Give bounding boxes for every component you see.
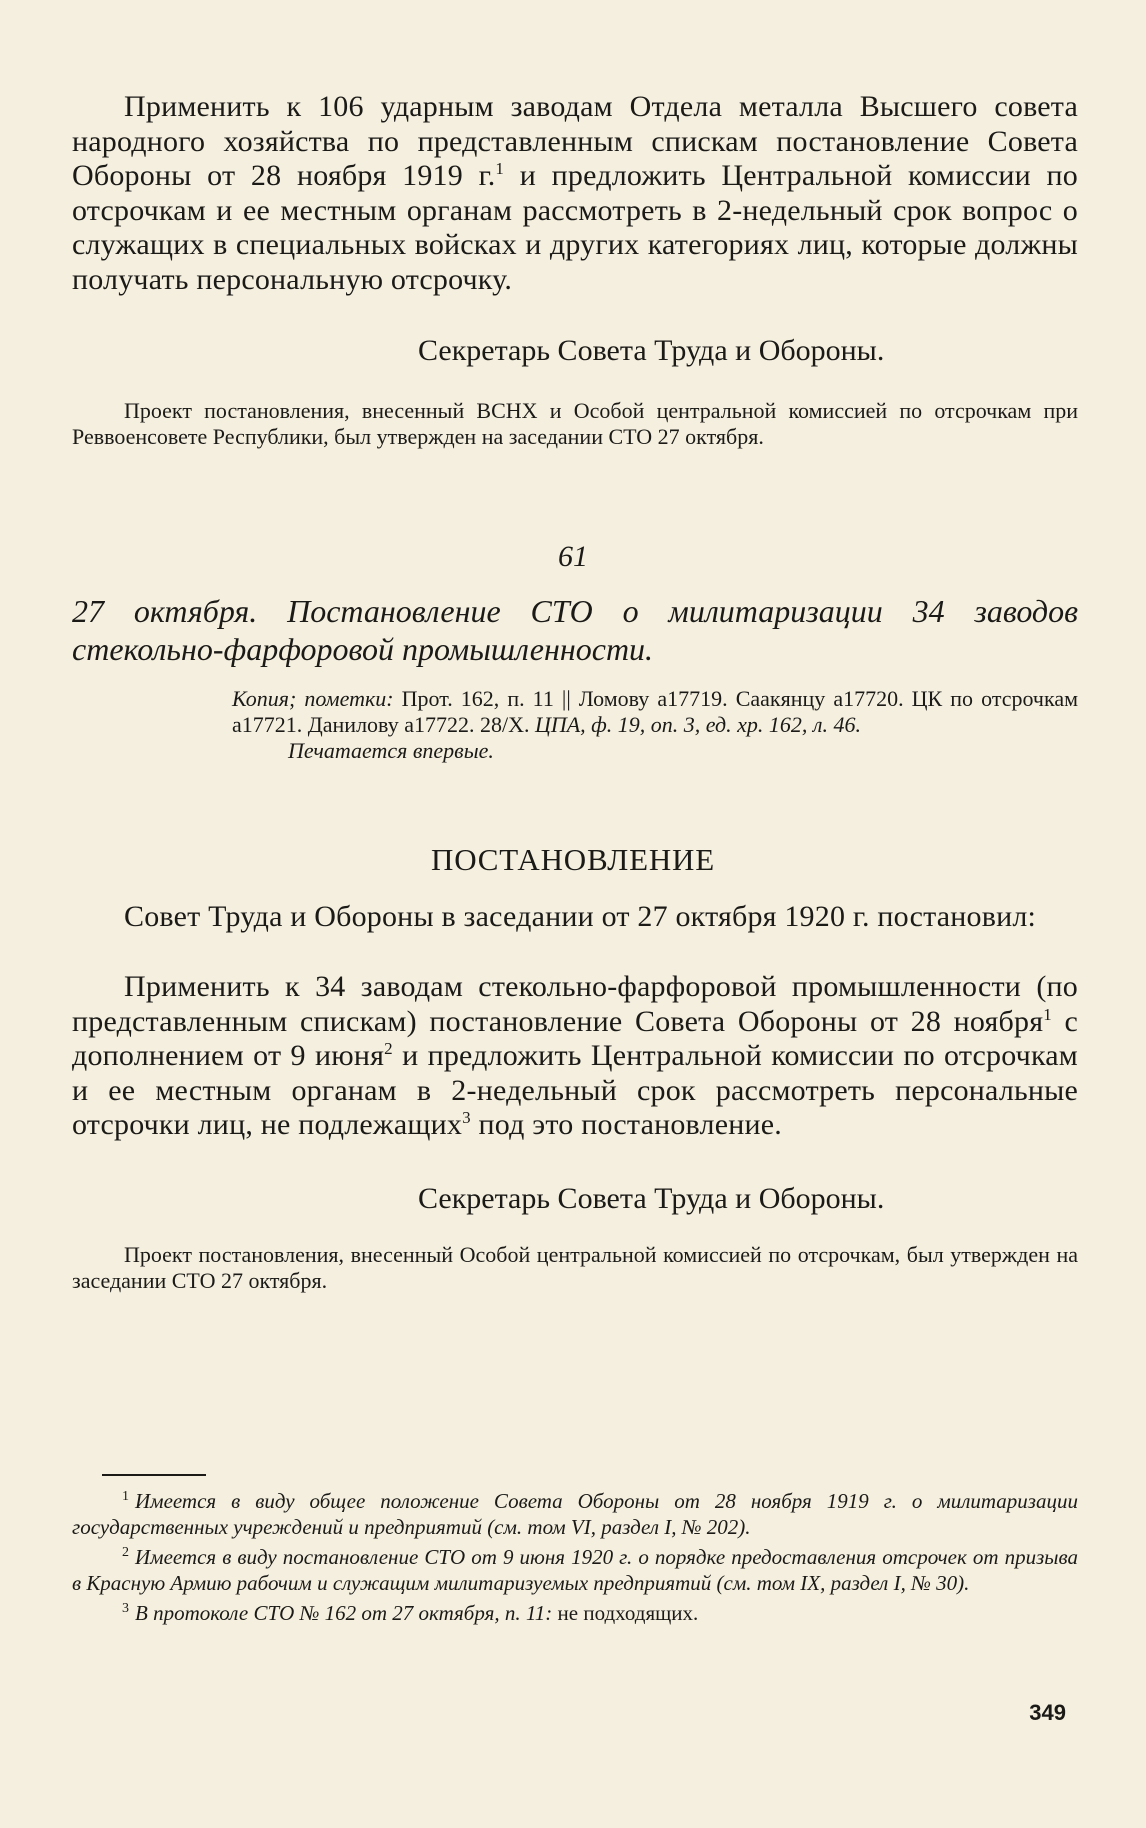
- footnote-3: $^3$ В протоколе СТО № 162 от 27 октября, п. 11: не подходящих.: [122, 1601, 699, 1625]
- resolution-intro: Совет Труда и Обороны в заседании от 27 октября 1920 г. постановил:: [124, 900, 1037, 933]
- document-meta: [232, 686, 1078, 764]
- footnote-ref-1: 1: [1043, 1004, 1052, 1024]
- prev-document-signature: Секретарь Совета Труда и Обороны.: [418, 334, 885, 367]
- archive-reference: ЦПА, ф. 19, оп. 3, ед. хр. 162, л. 46.: [534, 712, 862, 737]
- footnote-ref-3: 3: [462, 1108, 471, 1127]
- copy-text: Прот. 162, п. 11 || Ломову а17719. Саакянцу а17720. ЦК по отсрочкам а17721. Данилову а17722. 28/X.: [232, 686, 1079, 737]
- footnote-1: $^1$ Имеется в виду общее положение Совета Обороны от 28 ноября 1919 г. о милитаризации государственных учреждений и предприятий (см. том VI, раздел I, № 202).: [72, 1489, 1078, 1539]
- document-number: 61: [558, 540, 588, 573]
- resolution-heading: ПОСТАНОВЛЕНИЕ: [431, 842, 715, 877]
- printed-note: Печатается впервые.: [288, 738, 494, 763]
- resolution-note: Проект постановления, внесенный Особой центральной комиссией по отсрочкам, был утвержден на заседании СТО 27 октября.: [72, 1242, 1078, 1293]
- footnote-separator: [102, 1474, 206, 1476]
- prev-document-body: Применить к 106 ударным заводам Отдела металла Высшего совета народного хозяйства по представленным спискам постановление Совета Обороны от 28 ноября 1919 г.$^1$ и предложить Центральной комиссии по отсрочкам и ее местным органам рассмотреть в 2-недельный срок вопрос о служащих в специальных войсках и других категориях лиц, которые должны получать персональную отсрочку.: [72, 90, 1078, 296]
- footnote-ref: 1: [495, 159, 505, 178]
- page-number: 349: [1029, 1700, 1066, 1725]
- footnote-ref-2: 2: [384, 1039, 393, 1058]
- resolution-body: Применить к 34 заводам стекольно-фарфоровой промышленности (по представленным спискам) постановление Совета Обороны от 28 ноября$^1$ с дополнением от 9 июня$^2$ и предложить Центральной комиссии по отсрочкам и ее местным органам в 2-недельный срок рассмотреть персональные отсрочки лиц, не подлежащих$^3$ под это постановление.: [72, 970, 1078, 1141]
- resolution-signature: Секретарь Совета Труда и Обороны.: [418, 1182, 885, 1215]
- copy-label: Копия; пометки:: [232, 686, 394, 711]
- document-title: 27 октября. Постановление СТО о милитаризации 34 заводов стекольно-фарфоровой промышленности.: [72, 593, 1078, 667]
- prev-document-note: Проект постановления, внесенный ВСНХ и Особой центральной комиссией по отсрочкам при Реввоенсовете Республики, был утвержден на заседании СТО 27 октября.: [72, 398, 1078, 449]
- footnote-2: $^2$ Имеется в виду постановление СТО от 9 июня 1920 г. о порядке предоставления отсрочек от призыва в Красную Армию рабочим и служащим милитаризуемых предприятий (см. том IX, раздел I, № 30).: [72, 1545, 1078, 1595]
- footnotes: [72, 1484, 1078, 1627]
